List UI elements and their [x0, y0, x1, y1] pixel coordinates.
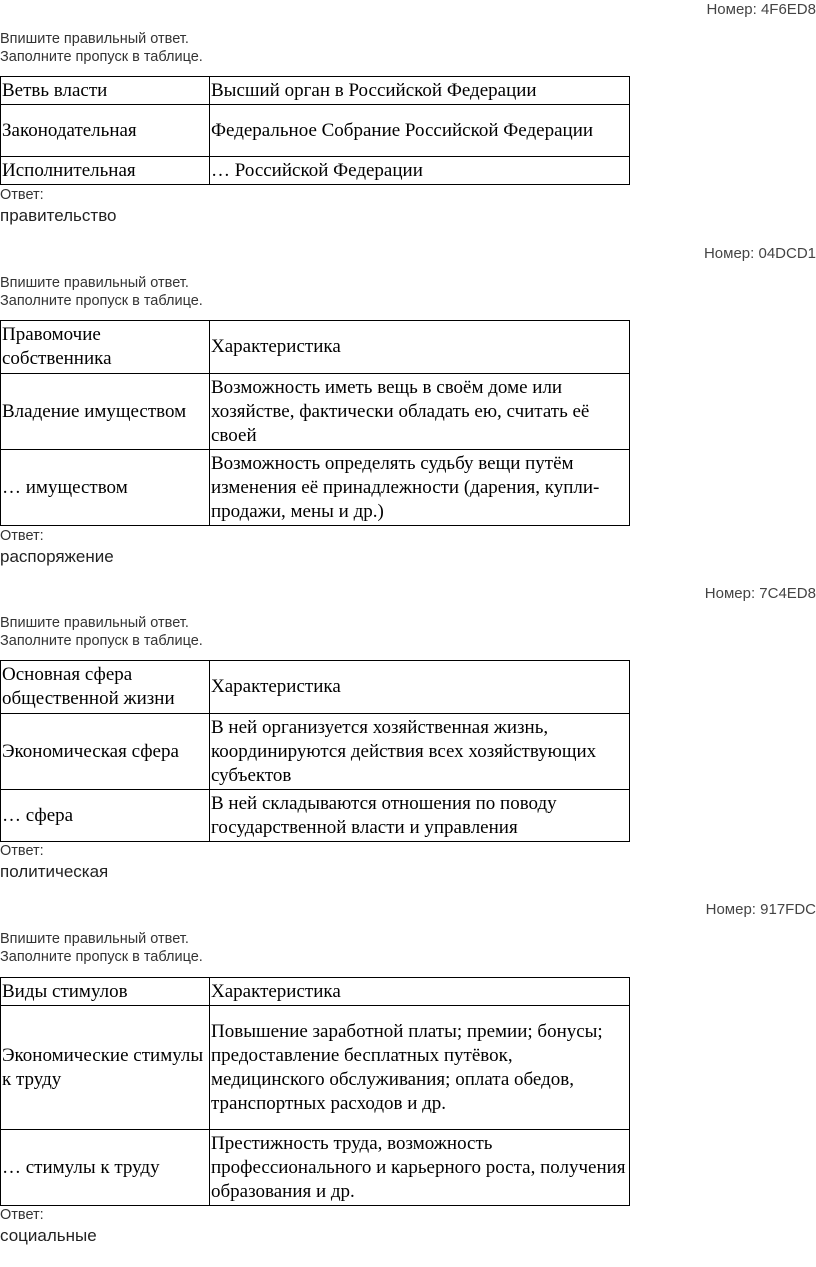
table-cell: Исполнительная [1, 157, 210, 185]
table-cell: Престижность труда, возможность профессионального и карьерного роста, получения образования и др. [210, 1130, 630, 1206]
table-cell: Экономическая сфера [1, 714, 210, 790]
table-cell: Возможность иметь вещь в своём доме или хозяйстве, фактически обладать ею, считать её своей [210, 374, 630, 450]
table-cell: … сфера [1, 790, 210, 842]
table-row [1, 450, 630, 526]
table-row [1, 157, 630, 185]
task-number: Номер: 917FDC [705, 901, 816, 918]
table-cell: Федеральное Собрание Российской Федерации [210, 105, 630, 157]
task-instruction: Впишите правильный ответ. Заполните пропуск в таблице. [0, 931, 203, 965]
task-number: Номер: 04DCD1 [703, 245, 816, 262]
fill-gap-table [0, 76, 630, 185]
table-cell: Ветвь власти [1, 77, 210, 105]
task-number: Номер: 7C4ED8 [704, 585, 816, 602]
task-917FDC [0, 901, 816, 1261]
table-header-row [1, 321, 630, 374]
table-cell: В ней складываются отношения по поводу государственной власти и управления [210, 790, 630, 842]
table-cell: Характеристика [210, 978, 630, 1006]
answer-value: распоряжение [0, 547, 114, 566]
table-cell: В ней организуется хозяйственная жизнь, координируются действия всех хозяйствующих субъектов [210, 714, 630, 790]
table-cell: Повышение заработной платы; премии; бонусы; предоставление бесплатных путёвок, медицинского обслуживания; оплата обедов, транспортных расходов и др. [210, 1006, 630, 1130]
task-instruction: Впишите правильный ответ. Заполните пропуск в таблице. [0, 615, 203, 649]
answer-label: Ответ: [0, 187, 44, 203]
table-row [1, 1130, 630, 1206]
answer-value: правительство [0, 206, 117, 225]
answer-value: социальные [0, 1226, 97, 1245]
answer-value: политическая [0, 862, 109, 881]
table-header-row [1, 661, 630, 714]
table-header-row [1, 77, 630, 105]
table-cell: Экономические стимулы к труду [1, 1006, 210, 1130]
table-row [1, 374, 630, 450]
table-header-row [1, 978, 630, 1006]
table-row [1, 1006, 630, 1130]
table-cell: Основная сфера общественной жизни [1, 661, 210, 714]
task-number: Номер: 4F6ED8 [706, 1, 816, 18]
table-cell: Правомочие собственника [1, 321, 210, 374]
answer-label: Ответ: [0, 528, 44, 544]
table-cell: … Российской Федерации [210, 157, 630, 185]
fill-gap-table [0, 977, 630, 1206]
answer-label: Ответ: [0, 843, 44, 859]
task-04DCD1 [0, 245, 816, 575]
table-cell: Характеристика [210, 321, 630, 374]
fill-gap-table [0, 320, 630, 526]
table-cell: … имуществом [1, 450, 210, 526]
table-cell: Владение имуществом [1, 374, 210, 450]
task-4F6ED8 [0, 0, 816, 240]
table-cell: Виды стимулов [1, 978, 210, 1006]
answer-label: Ответ: [0, 1207, 44, 1223]
table-row [1, 790, 630, 842]
table-cell: … стимулы к труду [1, 1130, 210, 1206]
table-cell: Характеристика [210, 661, 630, 714]
table-cell: Возможность определять судьбу вещи путём изменения её принадлежности (дарения, купли-продажи, мены и др.) [210, 450, 630, 526]
task-7C4ED8 [0, 585, 816, 885]
table-cell: Высший орган в Российской Федерации [210, 77, 630, 105]
table-row [1, 714, 630, 790]
fill-gap-table [0, 660, 630, 842]
task-instruction: Впишите правильный ответ. Заполните пропуск в таблице. [0, 275, 203, 309]
table-cell: Законодательная [1, 105, 210, 157]
task-instruction: Впишите правильный ответ. Заполните пропуск в таблице. [0, 31, 203, 65]
table-row [1, 105, 630, 157]
